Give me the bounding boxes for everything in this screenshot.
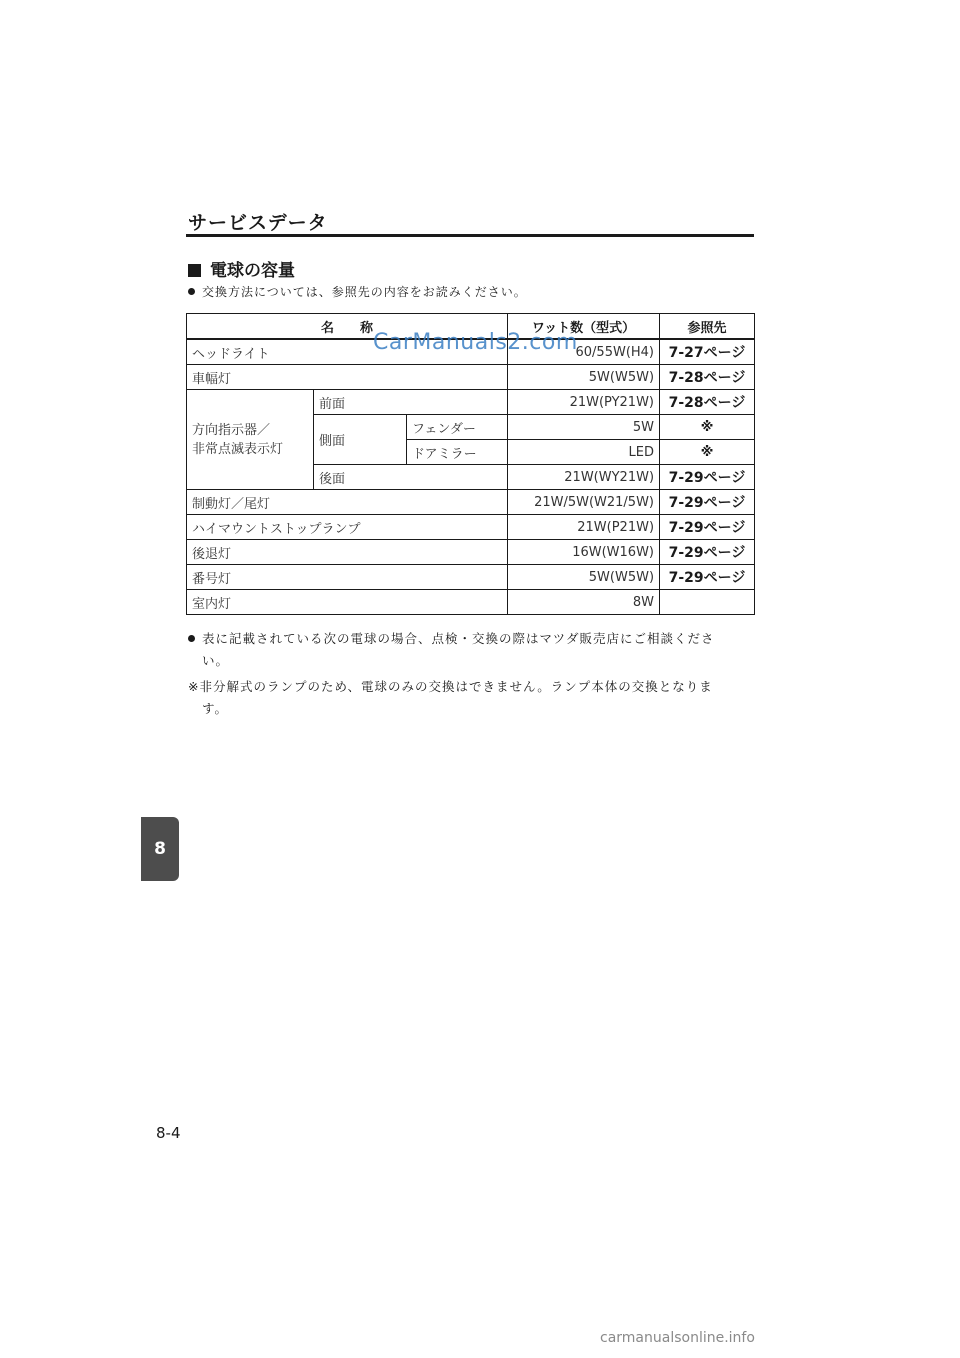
row-name: 室内灯 <box>187 590 508 615</box>
row-ref: 7-29ページ <box>660 565 755 590</box>
row-watt: 21W/5W(W21/5W) <box>508 490 660 515</box>
row-name: ハイマウントストップランプ <box>187 515 508 540</box>
row-name: 前面 <box>314 390 508 415</box>
square-bullet-icon <box>188 264 201 277</box>
row-name: ドアミラー <box>407 440 508 465</box>
table-row <box>187 540 755 565</box>
row-name: 車幅灯 <box>187 365 508 390</box>
table-row <box>187 565 755 590</box>
section-heading <box>188 256 295 281</box>
table-row <box>187 490 755 515</box>
intro-text: 交換方法については、参照先の内容をお読みください。 <box>188 283 527 300</box>
row-ref: 7-29ページ <box>660 465 755 490</box>
row-name: 後面 <box>314 465 508 490</box>
row-watt: 5W(W5W) <box>508 565 660 590</box>
row-watt: 16W(W16W) <box>508 540 660 565</box>
row-name: 番号灯 <box>187 565 508 590</box>
header-ref: 参照先 <box>660 314 755 340</box>
watermark: CarManuals2.com <box>373 330 578 355</box>
row-ref: ※ <box>660 440 755 465</box>
bullet-icon <box>188 635 195 642</box>
row-ref: 7-29ページ <box>660 540 755 565</box>
turn-signal-group-name: 方向指示器／ 非常点滅表示灯 <box>187 390 314 490</box>
row-ref <box>660 590 755 615</box>
chapter-title: サービスデータ <box>188 212 328 234</box>
row-watt: LED <box>508 440 660 465</box>
row-name: ヘッドライト <box>187 339 508 365</box>
table-row <box>187 390 755 415</box>
row-watt: 21W(P21W) <box>508 515 660 540</box>
row-ref: 7-29ページ <box>660 490 755 515</box>
row-ref: 7-29ページ <box>660 515 755 540</box>
row-name: 制動灯／尾灯 <box>187 490 508 515</box>
row-name: 後退灯 <box>187 540 508 565</box>
row-watt: 5W <box>508 415 660 440</box>
header-name: 名 称 <box>187 314 508 340</box>
bullet-icon <box>188 288 195 295</box>
table-row <box>187 365 755 390</box>
side-group-name: 側面 <box>314 415 407 465</box>
row-watt: 60/55W(H4) <box>508 339 660 365</box>
table-row <box>187 515 755 540</box>
title-rule <box>186 234 754 237</box>
row-watt: 5W(W5W) <box>508 365 660 390</box>
row-watt: 21W(WY21W) <box>508 465 660 490</box>
header-watt: ワット数（型式） <box>508 314 660 340</box>
row-watt: 8W <box>508 590 660 615</box>
row-name: フェンダー <box>407 415 508 440</box>
bulb-capacity-table <box>186 313 755 615</box>
page-number: 8-4 <box>156 1124 181 1142</box>
row-watt: 21W(PY21W) <box>508 390 660 415</box>
row-ref: 7-28ページ <box>660 390 755 415</box>
section-heading-text: 電球の容量 <box>210 261 295 281</box>
dealer-note: 表に記載されている次の電球の場合、点検・交換の際はマツダ販売店にご相談くださ い。 <box>188 628 756 672</box>
table-row <box>187 590 755 615</box>
footer-watermark: carmanualsonline.info <box>600 1330 755 1346</box>
row-ref: ※ <box>660 415 755 440</box>
chapter-tab: 8 <box>141 817 179 881</box>
row-ref: 7-28ページ <box>660 365 755 390</box>
asterisk-note: ※非分解式のランプのため、電球のみの交換はできません。ランプ本体の交換となりま す。 <box>188 679 713 716</box>
row-ref: 7-27ページ <box>660 339 755 365</box>
